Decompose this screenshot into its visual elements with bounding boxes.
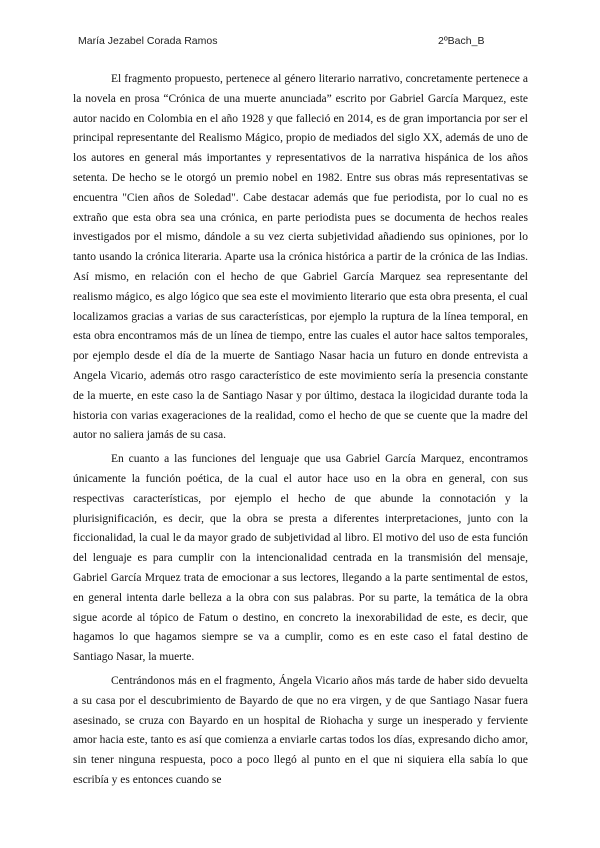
paragraph: Centrándonos más en el fragmento, Ángela Vicario años más tarde de haber sido devuelta a su casa por el descubrimiento de Bayardo de que no era virgen, y de que Santiago Nasar fuera asesinado, se cruza con Bayardo en un hospital de Riohacha y surge un inesperado y ferviente amor hacia este, tanto es así que comienza a enviarle cartas todos los días, expresando dicho amor, sin tener ninguna respuesta, poco a poco llegó al punto en el que ni siquiera ella sabía lo que escribía y es entonces cuando se (73, 674, 528, 786)
paragraph: En cuanto a las funciones del lenguaje que usa Gabriel García Marquez, encontramos únicamente la función poética, de la cual el autor hace uso en la obra en general, con sus respectivas características, por ejemplo el hecho de que abunde la connotación y la plurisignificación, es decir, que la obra se presta a diferentes interpretaciones, junto con la ficcionalidad, la cual le da mayor grado de subjetividad al libro. El motivo del uso de esta función del lenguaje es para cumplir con la intencionalidad centrada en la transmisión del mensaje, Gabriel García Mrquez trata de emocionar a sus lectores, llegando a la parte sentimental de estos, en general intenta darle belleza a la obra con sus palabras. Por su parte, la temática de la obra sigue acorde al tópico de Fatum o destino, en concreto la inexorabilidad de este, es decir, que hagamos lo que hagamos siempre se va a cumplir, como es en este caso el fatal destino de Santiago Nasar, la muerte. (73, 453, 528, 664)
page-header (78, 35, 522, 49)
paragraph: El fragmento propuesto, pertenece al género literario narrativo, concretamente pertenece a la novela en prosa “Crónica de una muerte anunciada” escrito por Gabriel García Marquez, este autor nacido en Colombia en el año 1928 y que falleció en 2014, es de gran importancia por ser el principal representante del Realismo Mágico, propio de mediados del siglo XX, además de uno de los autores en general más importantes y representativos de la narrativa hispánica de los años setenta. De hecho se le otorgó un premio nobel en 1982. Entre sus obras más representativas se encuentra "Cien años de Soledad". Cabe destacar además que fue periodista, por lo cual no es extraño que esta obra sea una crónica, en parte periodista pues se documenta de hechos reales investigados por el mismo, dándole a su vez cierta subjetividad añadiendo sus opiniones, por lo tanto usando la crónica literaria. Aparte usa la crónica histórica a partir de la crónica de las Indias. Así mismo, en relación con el hecho de que Gabriel García Marquez sea representante del realismo mágico, es algo lógico que sea este el movimiento literario que esta obra presenta, el cual localizamos gracias a varias de sus características, por ejemplo la ruptura de la línea temporal, en esta obra encontramos más de un línea de tiempo, entre las cuales el autor hace saltos temporales, por ejemplo desde el día de la muerte de Santiago Nasar hacia un futuro en donde entrevista a Angela Vicario, además otro rasgo característico de este movimiento sería la presencia constante de la muerte, en este caso la de Santiago Nasar y por último, destaca la ilogicidad durante toda la historia con varias exageraciones de la realidad, como el hecho de que se cuente que la madre del autor no saliera jamás de su casa. (73, 73, 528, 442)
header-author: María Jezabel Corada Ramos (78, 35, 218, 47)
header-course: 2ºBach_B (438, 35, 485, 47)
essay-body (73, 70, 528, 795)
